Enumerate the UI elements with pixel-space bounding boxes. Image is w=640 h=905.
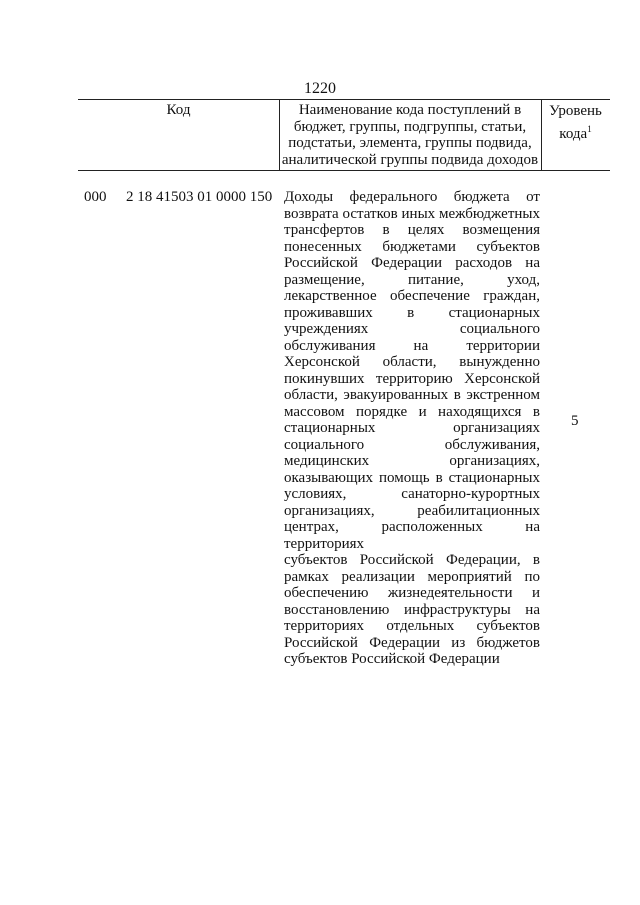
description-line: трансфертов в целях возмещения <box>284 222 540 238</box>
description-line: массовом порядке и находящихся в <box>284 403 540 420</box>
header-level-label: Уровень кода <box>549 103 602 142</box>
row-level: 5 <box>571 413 579 429</box>
description-line: рамках реализации мероприятий по <box>284 568 540 585</box>
row-income-code: 2 18 41503 01 0000 150 <box>126 189 273 205</box>
description-line: условиях, санаторно-курортных <box>284 486 540 502</box>
description-line: субъектов Российской Федерации <box>284 651 500 667</box>
description-line: проживавших в стационарных <box>284 304 540 321</box>
row-description <box>284 189 540 668</box>
description-line: субъектов Российской Федерации, в <box>284 552 540 568</box>
description-line: медицинских организациях, <box>284 453 540 469</box>
description-line: обеспечению жизнедеятельности и <box>284 585 540 601</box>
description-line: Российской Федерации расходов на <box>284 255 540 271</box>
description-line: учреждениях социального <box>284 321 540 337</box>
description-line: области, эвакуированных в экстренном <box>284 387 540 403</box>
description-line: Доходы федерального бюджета от <box>284 189 540 205</box>
description-line: возврата остатков иных межбюджетных <box>284 205 540 222</box>
header-name: Наименование кода поступлений в бюджет, группы, подгруппы, статьи, подстатьи, элемента, группы подвида, аналитической группы подвида доходов <box>281 102 539 168</box>
description-line: обслуживания на территории <box>284 337 540 354</box>
page-number: 1220 <box>304 80 336 97</box>
description-line: территориях отдельных субъектов <box>284 618 540 634</box>
description-line: восстановлению инфраструктуры на <box>284 601 540 618</box>
description-line: покинувших территорию Херсонской <box>284 370 540 387</box>
header-level-footnote: 1 <box>587 124 592 134</box>
header-level <box>541 102 610 143</box>
description-line: центрах, расположенных на территориях <box>284 519 540 552</box>
description-line: лекарственное обеспечение граждан, <box>284 288 540 304</box>
description-line: понесенных бюджетами субъектов <box>284 238 540 255</box>
description-line: Российской Федерации из бюджетов <box>284 634 540 651</box>
description-line: Херсонской области, вынужденно <box>284 354 540 370</box>
description-line: оказывающих помощь в стационарных <box>284 469 540 486</box>
description-line: организациях, реабилитационных <box>284 502 540 519</box>
table-header <box>78 99 610 171</box>
description-line: размещение, питание, уход, <box>284 271 540 288</box>
row-admin-code: 000 <box>84 189 107 205</box>
header-code: Код <box>166 102 191 118</box>
description-line: стационарных организациях <box>284 420 540 436</box>
description-line: социального обслуживания, <box>284 436 540 453</box>
